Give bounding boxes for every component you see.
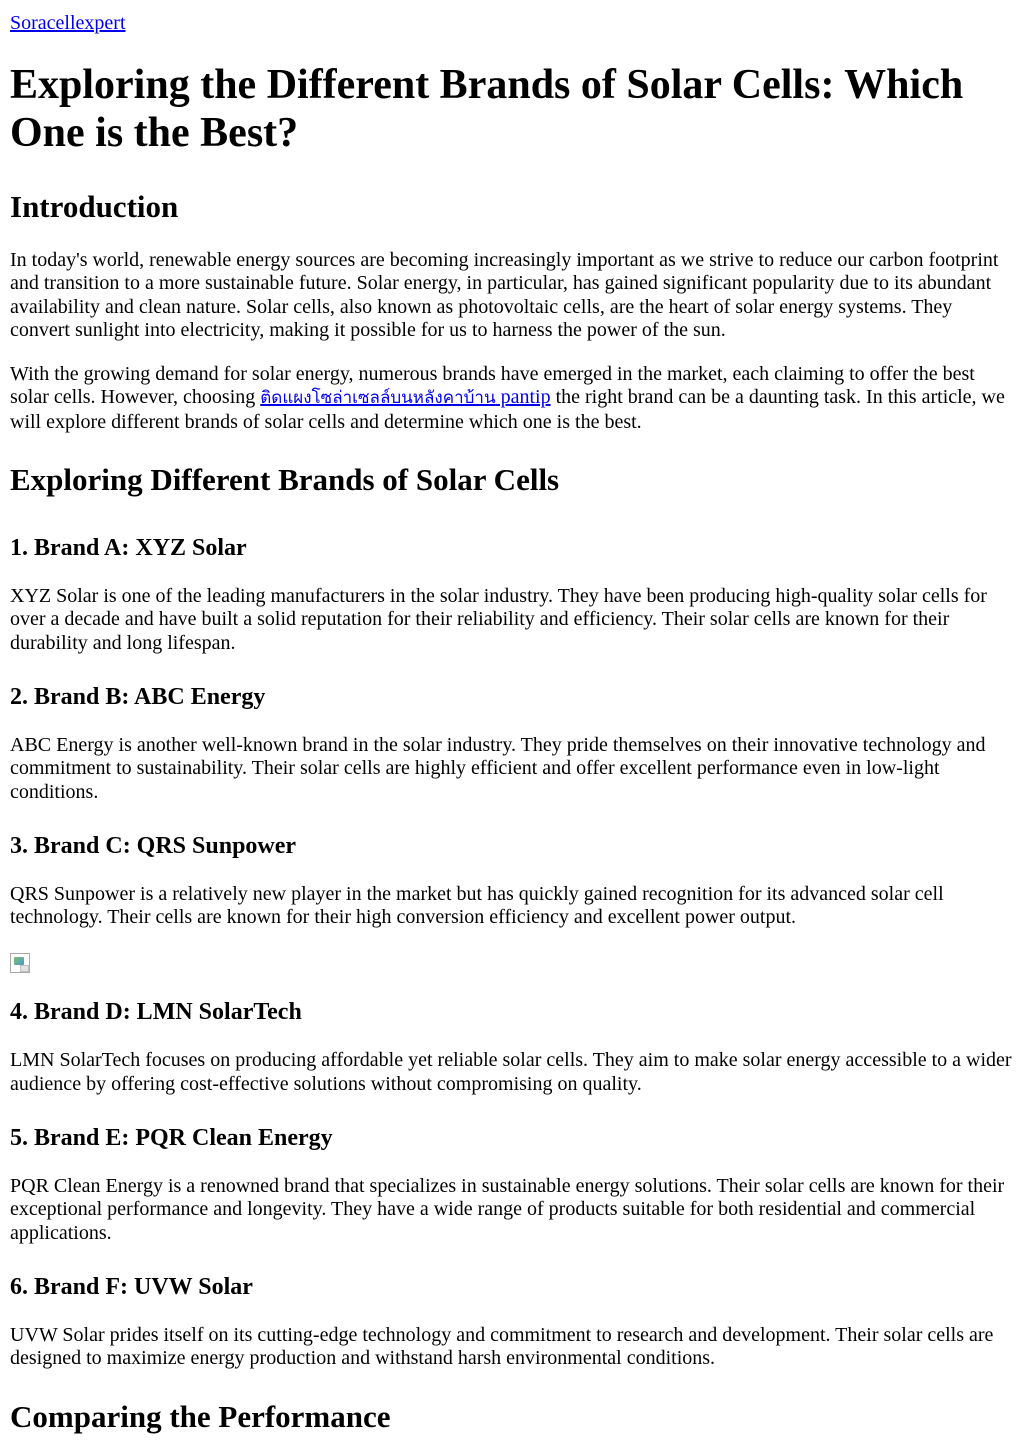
brand-c-heading: 3. Brand C: QRS Sunpower	[10, 832, 297, 859]
pantip-link-suffix: pantip	[495, 386, 551, 409]
brands-heading: Exploring Different Brands of Solar Cells	[10, 462, 560, 498]
brand-a-heading: 1. Brand A: XYZ Solar	[10, 535, 247, 562]
brand-d-heading: 4. Brand D: LMN SolarTech	[10, 999, 302, 1026]
brand-d-text: LMN SolarTech focuses on producing affordable yet reliable solar cells. They aim to make solar energy accessible to a wider audience by offering cost-effective solutions without compromising on quality.	[10, 1049, 1012, 1095]
brand-b-heading: 2. Brand B: ABC Energy	[10, 683, 266, 710]
intro-paragraph-2	[10, 363, 1014, 434]
intro-paragraph-2-end: the right brand can be a daunting task. In this article, we will explore different brands of solar cells and determine which one is the best.	[10, 386, 1005, 433]
comparing-heading: Comparing the Performance	[10, 1398, 391, 1434]
intro-paragraph-1: In today's world, renewable energy sources are becoming increasingly important as we strive to reduce our carbon footprint and transition to a more sustainable future. Solar energy, in particular, has gained significant popularity due to its abundant availability and clean nature. Solar cells, also known as photovoltaic cells, are the heart of solar energy systems. They convert sunlight into electricity, making it possible for us to harness the power of the sun.	[10, 249, 999, 341]
site-link[interactable]: Soracellexpert	[10, 12, 126, 34]
page-title: Exploring the Different Brands of Solar Cells: Which One is the Best?	[10, 62, 964, 156]
brand-f-heading: 6. Brand F: UVW Solar	[10, 1273, 253, 1300]
brand-a-text: XYZ Solar is one of the leading manufacturers in the solar industry. They have been producing high-quality solar cells for over a decade and have built a solid reputation for their reliability and efficiency. Their solar cells are known for their durability and long lifespan.	[10, 585, 987, 654]
brand-e-heading: 5. Brand E: PQR Clean Energy	[10, 1125, 333, 1152]
broken-image	[10, 953, 1014, 973]
brand-e-text: PQR Clean Energy is a renowned brand that specializes in sustainable energy solutions. Their solar cells are known for their exceptional performance and longevity. They have a wide range of products suitable for both residential and commercial applications.	[10, 1175, 1005, 1244]
pantip-link-thai: ติดแผงโซล่าเซลล์บนหลังคาบ้าน	[260, 388, 496, 409]
pantip-link[interactable]	[260, 386, 550, 408]
brand-b-text: ABC Energy is another well-known brand in the solar industry. They pride themselves on their innovative technology and commitment to sustainability. Their solar cells are highly efficient and offer excellent performance even in low-light conditions.	[10, 733, 986, 803]
intro-paragraph-2-start: With the growing demand for solar energy, numerous brands have emerged in the market, each claiming to offer the best solar cells. However, choosing	[10, 363, 975, 409]
intro-heading: Introduction	[10, 189, 179, 224]
broken-image-icon	[10, 953, 30, 973]
brand-c-text: QRS Sunpower is a relatively new player in the market but has quickly gained recognition for its advanced solar cell technology. Their cells are known for their high conversion efficiency and excellent power output.	[10, 882, 944, 929]
brand-f-text: UVW Solar prides itself on its cutting-edge technology and commitment to research and development. Their solar cells are designed to maximize energy production and withstand harsh environmental conditions.	[10, 1323, 994, 1370]
